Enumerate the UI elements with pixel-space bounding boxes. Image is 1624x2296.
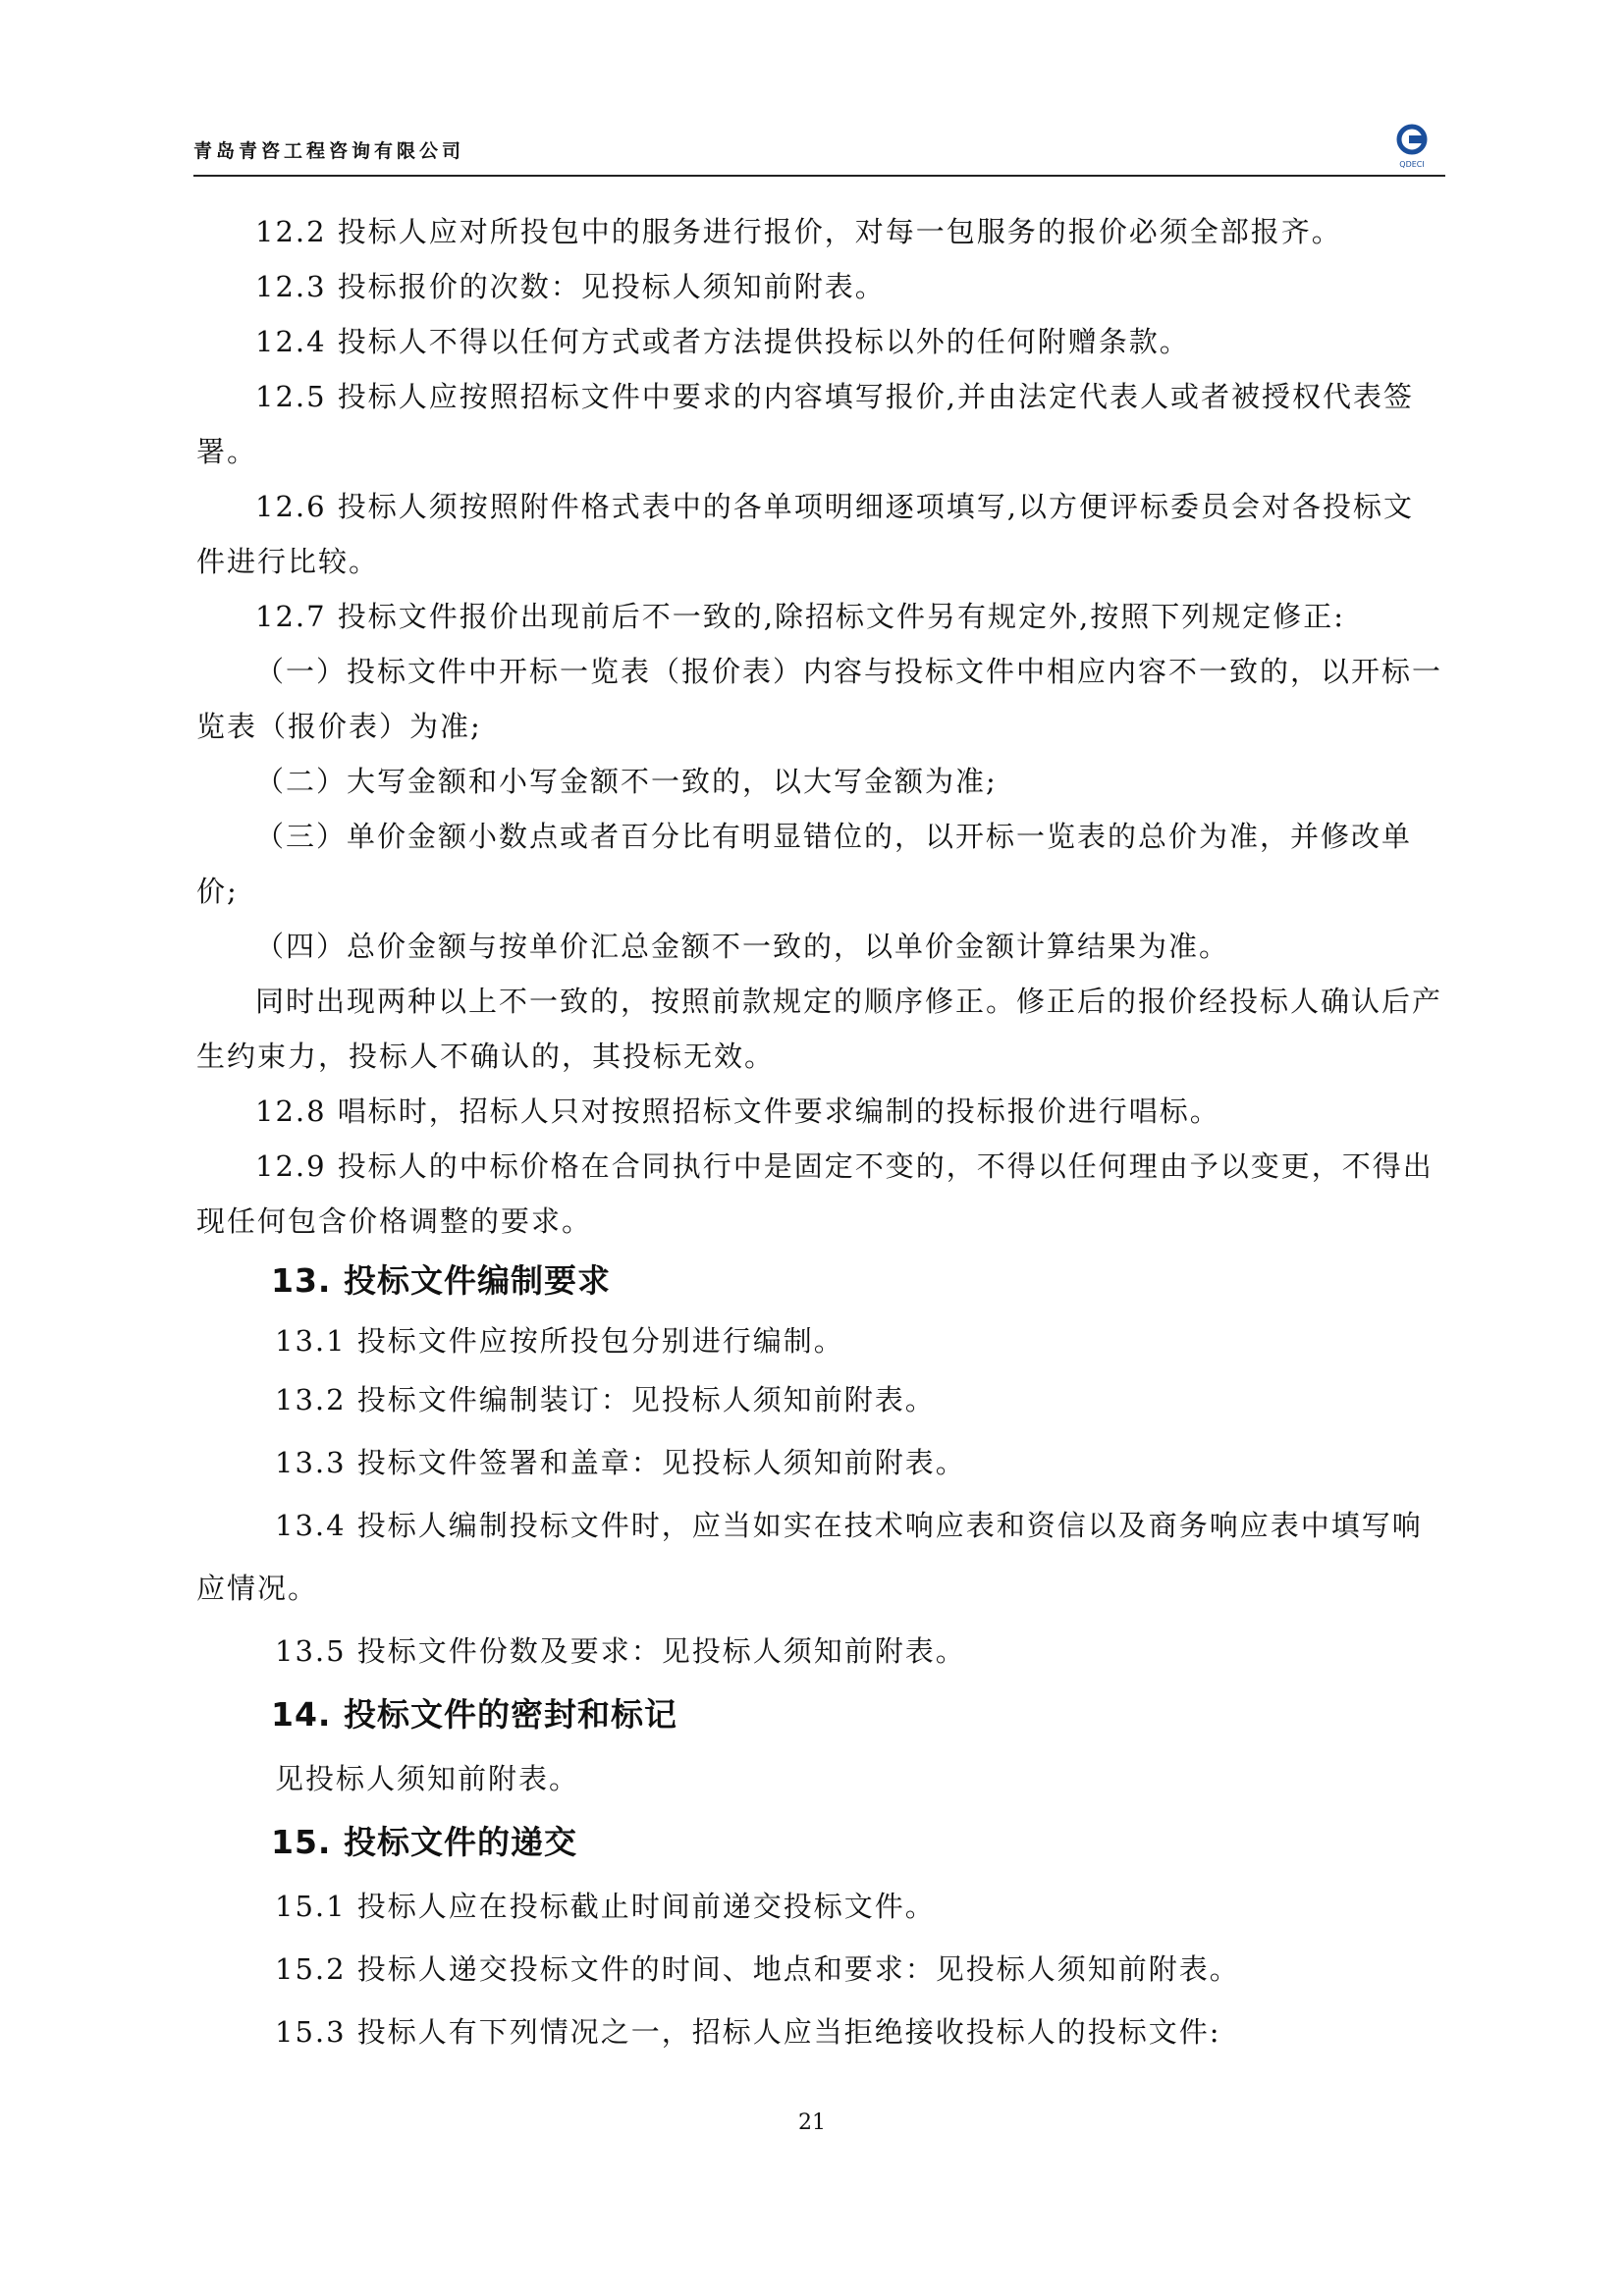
clause-12-8: 12.8 唱标时，招标人只对按照招标文件要求编制的投标报价进行唱标。 [255, 1095, 1220, 1128]
clause-12-7-item-2: （二）大写金额和小写金额不一致的，以大写金额为准; [255, 765, 998, 798]
clause-13-1: 13.1 投标文件应按所投包分别进行编制。 [275, 1324, 844, 1358]
section-15-heading: 15. 投标文件的递交 [271, 1823, 577, 1861]
document-body [196, 204, 1443, 2063]
clause-12-7-note: 同时出现两种以上不一致的，按照前款规定的顺序修正。修正后的报价经投标人确认后产生约束力，投标人不确认的，其投标无效。 [196, 985, 1443, 1073]
company-name: 青岛青咨工程咨询有限公司 [193, 140, 465, 162]
clause-12-6: 12.6 投标人须按照附件格式表中的各单项明细逐项填写,以方便评标委员会对各投标文件进行比较。 [196, 490, 1415, 578]
clause-12-7-item-1: （一）投标文件中开标一览表（报价表）内容与投标文件中相应内容不一致的，以开标一览表（报价表）为准; [196, 655, 1443, 743]
clause-12-3: 12.3 投标报价的次数：见投标人须知前附表。 [255, 270, 886, 303]
clause-13-3: 13.3 投标文件签署和盖章：见投标人须知前附表。 [275, 1446, 966, 1479]
clause-12-7-item-4: （四）总价金额与按单价汇总金额不一致的，以单价金额计算结果为准。 [255, 930, 1230, 963]
clause-15-1: 15.1 投标人应在投标截止时间前递交投标文件。 [275, 1890, 936, 1923]
clause-12-7: 12.7 投标文件报价出现前后不一致的,除招标文件另有规定外,按照下列规定修正: [255, 600, 1345, 633]
clause-13-4: 13.4 投标人编制投标文件时，应当如实在技术响应表和资信以及商务响应表中填写响应情况。 [196, 1509, 1423, 1605]
section-13-heading: 13. 投标文件编制要求 [271, 1261, 611, 1300]
qdeci-logo-icon [1392, 124, 1432, 169]
clause-13-2: 13.2 投标文件编制装订：见投标人须知前附表。 [275, 1383, 936, 1416]
clause-12-7-item-3: （三）单价金额小数点或者百分比有明显错位的，以开标一览表的总价为准，并修改单价; [196, 820, 1413, 908]
clause-12-9: 12.9 投标人的中标价格在合同执行中是固定不变的，不得以任何理由予以变更，不得出现任何包含价格调整的要求。 [196, 1149, 1434, 1238]
company-logo [1392, 124, 1432, 169]
clause-12-2: 12.2 投标人应对所投包中的服务进行报价，对每一包服务的报价必须全部报齐。 [255, 215, 1342, 248]
page-header [193, 124, 1445, 175]
clause-12-5: 12.5 投标人应按照招标文件中要求的内容填写报价,并由法定代表人或者被授权代表签署。 [196, 380, 1415, 468]
header-divider [193, 175, 1445, 177]
section-14-heading: 14. 投标文件的密封和标记 [271, 1695, 677, 1734]
clause-15-2: 15.2 投标人递交投标文件的时间、地点和要求：见投标人须知前附表。 [275, 1952, 1240, 1986]
clause-15-3: 15.3 投标人有下列情况之一，招标人应当拒绝接收投标人的投标文件: [275, 2015, 1221, 2049]
clause-13-5: 13.5 投标文件份数及要求：见投标人须知前附表。 [275, 1634, 966, 1668]
clause-14-text: 见投标人须知前附表。 [275, 1762, 580, 1795]
clause-12-4: 12.4 投标人不得以任何方式或者方法提供投标以外的任何附赠条款。 [255, 325, 1190, 358]
svg-text:QDECI: QDECI [1399, 160, 1425, 169]
page-number: 21 [798, 2110, 826, 2135]
